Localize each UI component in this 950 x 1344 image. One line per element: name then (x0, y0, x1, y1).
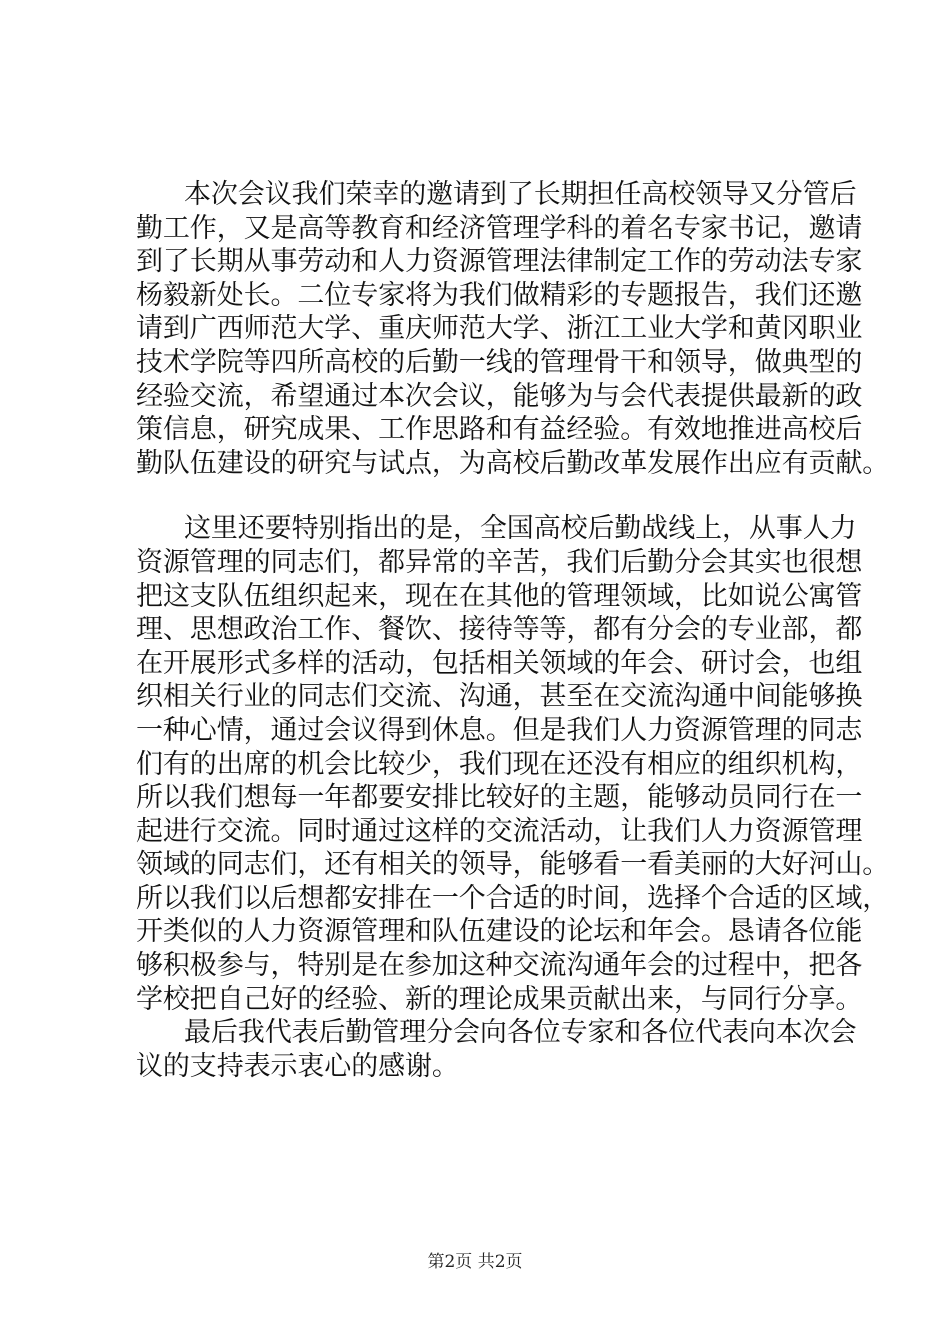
text-line: 理、思想政治工作、餐饮、接待等等，都有分会的专业部，都 (136, 614, 863, 646)
text-line: 技术学院等四所高校的后勤一线的管理骨干和领导，做典型的 (136, 346, 863, 378)
text-line: 起进行交流。同时通过这样的交流活动，让我们人力资源管理 (136, 815, 863, 847)
text-line: 议的支持表示衷心的感谢。 (136, 1050, 459, 1082)
text-line: 策信息，研究成果、工作思路和有益经验。有效地推进高校后 (136, 414, 863, 446)
text-line: 织相关行业的同志们交流、沟通，甚至在交流沟通中间能够换 (136, 681, 863, 713)
text-line: 够积极参与，特别是在参加这种交流沟通年会的过程中，把各 (136, 950, 863, 982)
text-line: 到了长期从事劳动和人力资源管理法律制定工作的劳动法专家 (136, 246, 863, 278)
document-body (136, 178, 890, 1083)
paragraph-gap (136, 480, 826, 512)
text-line: 在开展形式多样的活动，包括相关领域的年会、研讨会，也组 (136, 647, 863, 679)
text-line: 资源管理的同志们，都异常的辛苦，我们后勤分会其实也很想 (136, 546, 863, 578)
text-line: 这里还要特别指出的是，全国高校后勤战线上，从事人力 (184, 513, 857, 545)
text-line: 们有的出席的机会比较少，我们现在还没有相应的组织机构， (136, 748, 863, 780)
paragraph-1 (136, 178, 890, 480)
text-line: 经验交流，希望通过本次会议，能够为与会代表提供最新的政 (136, 380, 863, 412)
text-line: 把这支队伍组织起来，现在在其他的管理领域，比如说公寓管 (136, 580, 863, 612)
text-line: 本次会议我们荣幸的邀请到了长期担任高校领导又分管后 (184, 179, 857, 210)
page-number: 第2页 共2页 (427, 1252, 523, 1272)
text-line: 一种心情，通过会议得到休息。但是我们人力资源管理的同志 (136, 714, 863, 746)
text-line: 开类似的人力资源管理和队伍建设的论坛和年会。恳请各位能 (136, 916, 863, 948)
page-footer (0, 1247, 950, 1272)
paragraph-3 (136, 1016, 857, 1083)
paragraph-2 (136, 512, 890, 1016)
text-line: 最后我代表后勤管理分会向各位专家和各位代表向本次会 (184, 1017, 857, 1049)
text-line: 所以我们以后想都安排在一个合适的时间，选择个合适的区域， (136, 882, 890, 914)
text-line: 勤队伍建设的研究与试点，为高校后勤改革发展作出应有贡献。 (136, 447, 890, 479)
text-line: 勤工作，又是高等教育和经济管理学科的着名专家书记，邀请 (136, 212, 863, 244)
text-line: 领域的同志们，还有相关的领导，能够看一看美丽的大好河山。 (136, 849, 890, 881)
text-line: 学校把自己好的经验、新的理论成果贡献出来，与同行分享。 (136, 983, 863, 1015)
text-line: 所以我们想每一年都要安排比较好的主题，能够动员同行在一 (136, 782, 863, 814)
text-line: 请到广西师范大学、重庆师范大学、浙江工业大学和黄冈职业 (136, 313, 863, 345)
text-line: 杨毅新处长。二位专家将为我们做精彩的专题报告，我们还邀 (136, 279, 863, 311)
